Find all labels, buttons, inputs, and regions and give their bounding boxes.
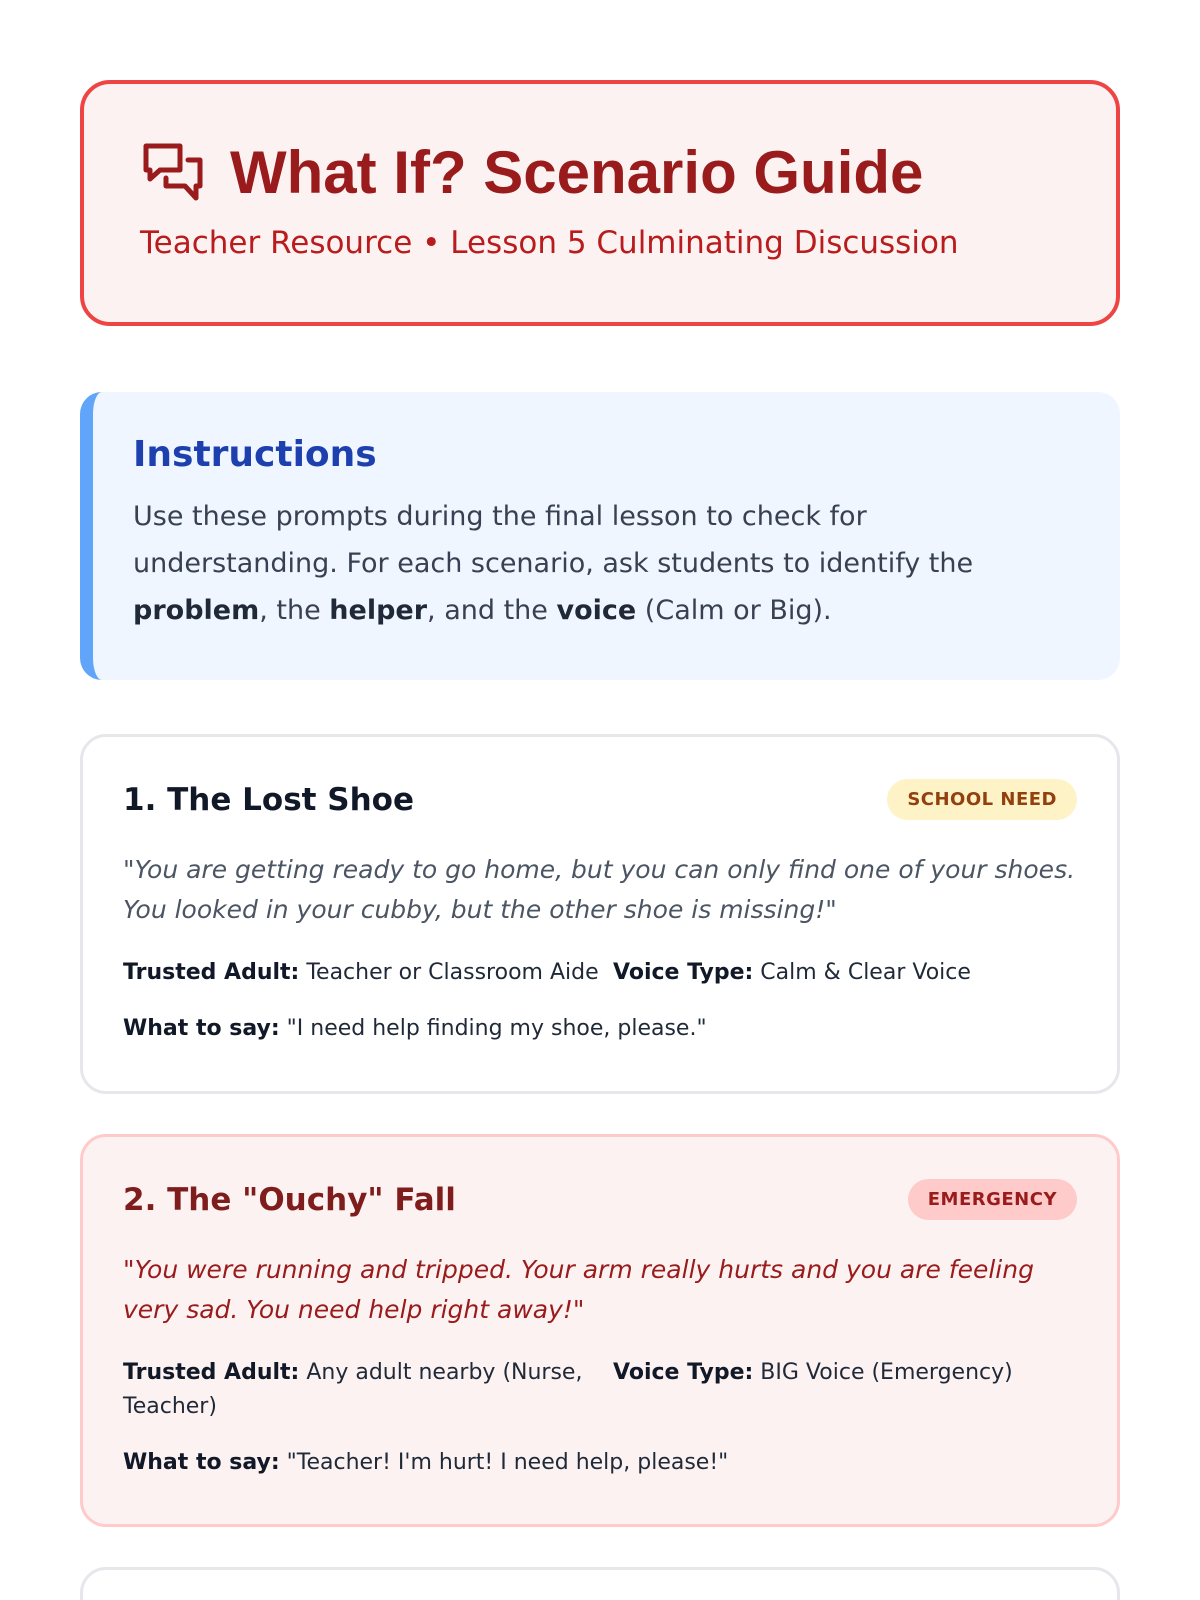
scenario-header <box>123 1179 1077 1220</box>
instructions-box <box>80 392 1120 680</box>
trusted-adult-value: Any adult nearby (Nurse, Teacher) <box>123 1360 583 1419</box>
scenario-title: 1. The Lost Shoe <box>123 781 415 818</box>
instructions-text-2: , the <box>259 595 330 626</box>
scenario-title: 2. The "Ouchy" Fall <box>123 1181 456 1218</box>
instructions-heading: Instructions <box>133 434 377 475</box>
scenario-card <box>80 1134 1120 1527</box>
scenario-header <box>123 779 1077 820</box>
scenario-quote: "You were running and tripped. Your arm really hurts and you are feeling very sad. You need help right away!" <box>123 1255 1034 1324</box>
trusted-adult <box>123 956 613 990</box>
title-row <box>140 138 1116 207</box>
voice-type-label: Voice Type: <box>613 1360 754 1385</box>
instructions-text <box>133 493 1080 634</box>
voice-type-value: BIG Voice (Emergency) <box>753 1360 1013 1385</box>
header-card <box>80 80 1120 326</box>
voice-type-value: Calm & Clear Voice <box>753 960 971 985</box>
chat-bubbles-icon <box>140 140 206 206</box>
emergency-badge: EMERGENCY <box>908 1179 1077 1220</box>
instructions-bold-problem: problem <box>133 595 260 626</box>
voice-type <box>613 1356 1077 1424</box>
trusted-adult-value: Teacher or Classroom Aide <box>299 960 599 985</box>
what-to-say <box>123 1446 1077 1480</box>
trusted-adult-label: Trusted Adult: <box>123 1360 300 1385</box>
trusted-adult <box>123 1356 613 1424</box>
scenario-quote: "You are getting ready to go home, but you can only find one of your shoes. You looked in your cubby, but the other shoe is missing!" <box>123 855 1076 924</box>
what-to-say-value: "Teacher! I'm hurt! I need help, please!" <box>279 1450 729 1475</box>
scenario-card-partial <box>80 1567 1120 1600</box>
voice-type-label: Voice Type: <box>613 960 754 985</box>
page-title: What If? Scenario Guide <box>230 139 924 206</box>
what-to-say <box>123 1012 1077 1046</box>
school-need-badge: SCHOOL NEED <box>887 779 1077 820</box>
what-to-say-label: What to say: <box>123 1016 280 1041</box>
instructions-bold-helper: helper <box>329 595 428 626</box>
scenario-card <box>80 734 1120 1094</box>
instructions-bold-voice: voice <box>556 595 637 626</box>
instructions-text-3: , and the <box>427 595 557 626</box>
what-to-say-value: "I need help finding my shoe, please." <box>279 1016 707 1041</box>
voice-type <box>613 956 1077 990</box>
what-to-say-label: What to say: <box>123 1450 280 1475</box>
instructions-text-1: Use these prompts during the final lesson to check for understanding. For each scenario, ask students to identify the <box>133 501 974 579</box>
instructions-text-4: (Calm or Big). <box>636 595 832 626</box>
scenario-meta <box>123 1356 1077 1424</box>
trusted-adult-label: Trusted Adult: <box>123 960 300 985</box>
page-subtitle: Teacher Resource • Lesson 5 Culminating Discussion <box>140 225 959 261</box>
scenario-meta <box>123 956 1077 990</box>
